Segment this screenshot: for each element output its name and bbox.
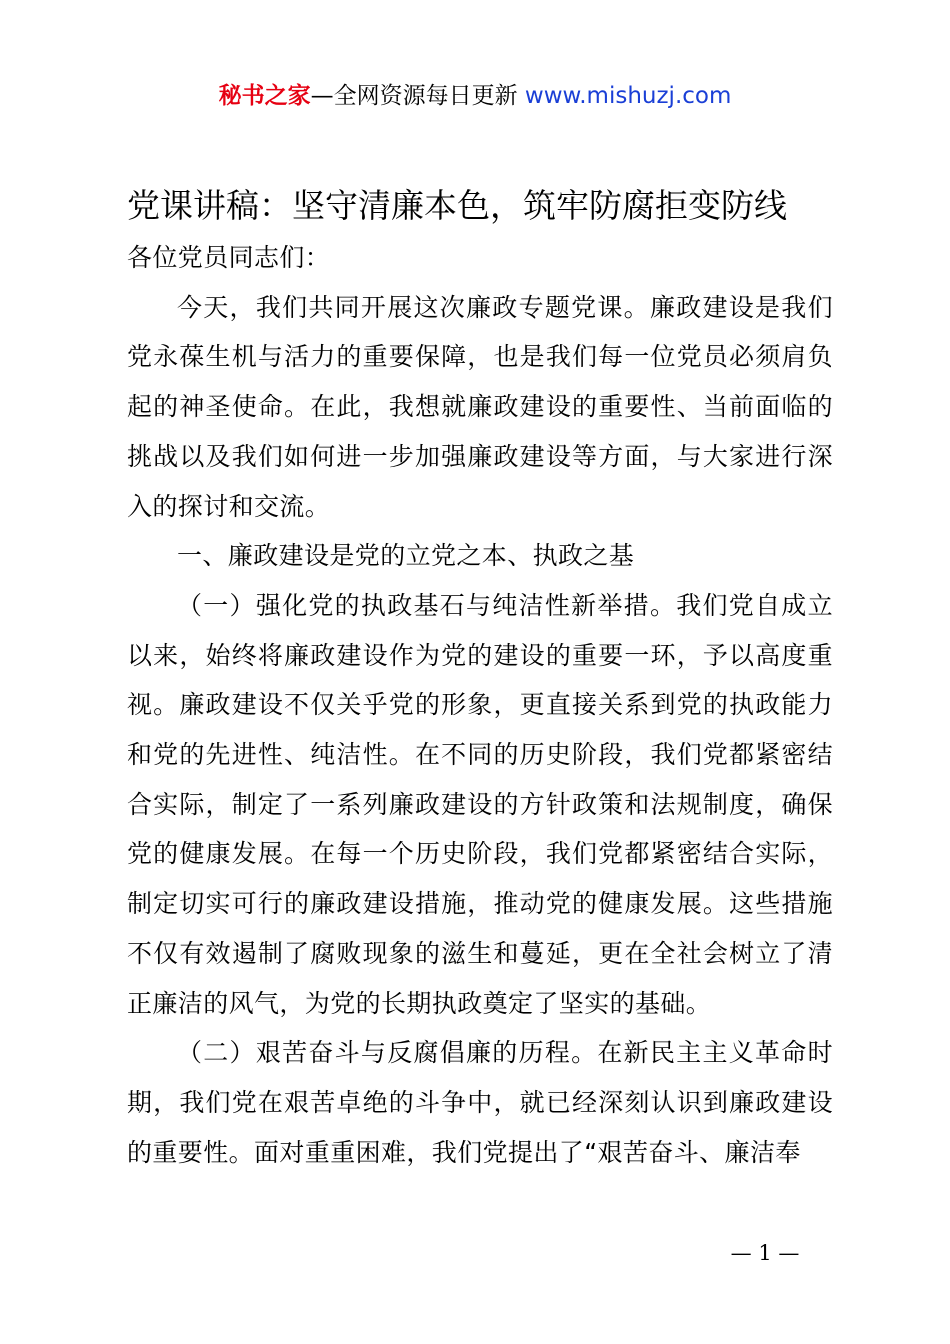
paragraph-intro: 今天，我们共同开展这次廉政专题党课。廉政建设是我们党永葆生机与活力的重要保障，也是我们每一位党员必须肩负起的神圣使命。在此，我想就廉政建设的重要性、当前面临的挑战以及我们如何进一步加强廉政建设等方面，与大家进行深入的探讨和交流。 [127,292,833,521]
paragraph-subsection-2: （二）艰苦奋斗与反腐倡廉的历程。在新民主主义革命时期，我们党在艰苦卓绝的斗争中，就已经深刻认识到廉政建设的重要性。面对重重困难，我们党提出了“艰苦奋斗、廉洁奉 [127,1038,833,1167]
document-body [127,233,833,1177]
section-heading: 一、廉政建设是党的立党之本、执政之基 [177,541,635,571]
site-url-link[interactable]: www.mishuzj.com [524,83,732,109]
page-number: — 1 — [730,1241,800,1265]
salutation: 各位党员同志们： [127,243,331,272]
paragraph-subsection-1: （一）强化党的执政基石与纯洁性新举措。我们党自成立以来，始终将廉政建设作为党的建设的重要一环，予以高度重视。廉政建设不仅关乎党的形象，更直接关系到党的执政能力和党的先进性、纯洁性。在不同的历史阶段，我们党都紧密结合实际，制定了一系列廉政建设的方针政策和法规制度，确保党的健康发展。在每一个历史阶段，我们党都紧密结合实际，制定切实可行的廉政建设措施，推动党的健康发展。这些措施不仅有效遏制了腐败现象的滋生和蔓延，更在全社会树立了清正廉洁的风气，为党的长期执政奠定了坚实的基础。 [127,590,833,1018]
document-title: 党课讲稿：坚守清廉本色，筑牢防腐拒变防线 [127,186,787,225]
site-tagline: —全网资源每日更新 [310,83,525,109]
site-header [0,80,950,112]
site-brand: 秘书之家 [218,83,311,109]
